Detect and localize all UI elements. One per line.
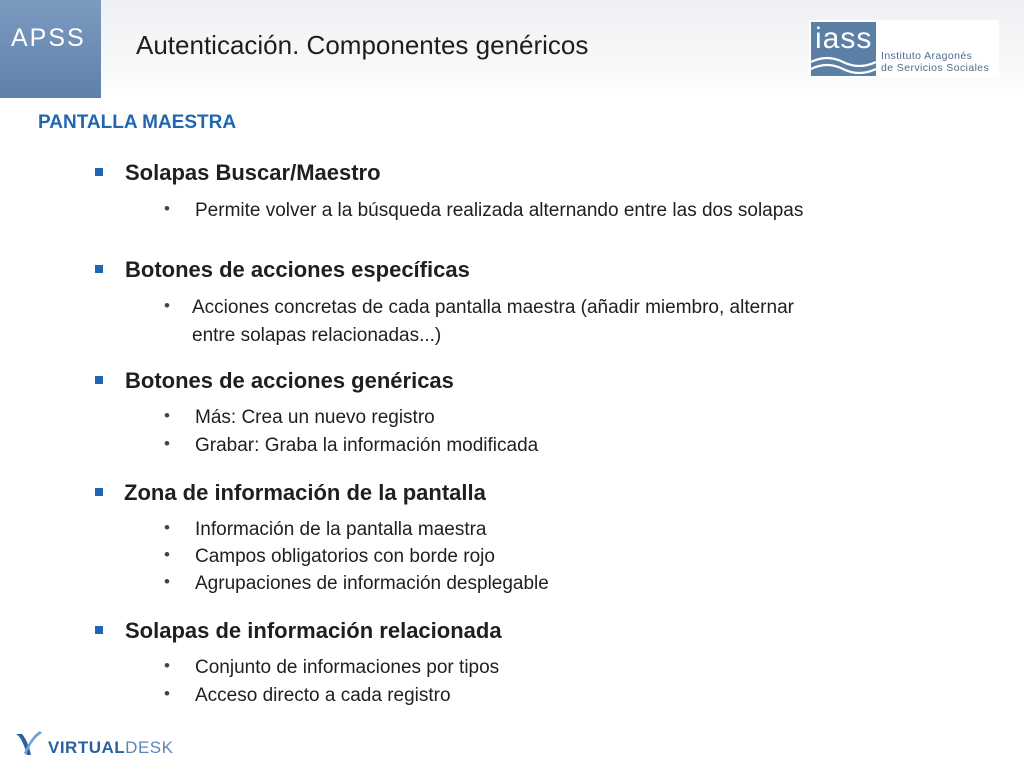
- iass-logo-word: iass: [815, 22, 873, 55]
- bullet-heading: Botones de acciones específicas: [125, 257, 470, 282]
- virtualdesk-logo: [14, 731, 184, 761]
- iass-org-line2: de Servicios Sociales: [881, 62, 990, 74]
- bullet-heading: Botones de acciones genéricas: [125, 368, 454, 393]
- apss-badge-label: APSS: [11, 24, 86, 52]
- wave-icon: [811, 56, 876, 76]
- virtualdesk-wordmark: [48, 738, 173, 758]
- bullet-subitem: Grabar: Graba la información modificada: [195, 435, 539, 456]
- page-title: Autenticación. Componentes genéricos: [136, 30, 589, 60]
- bullet-subitem: Campos obligatorios con borde rojo: [195, 546, 495, 567]
- bullet-dot-icon: •: [164, 572, 170, 591]
- iass-logo: [809, 20, 999, 78]
- section-label: PANTALLA MAESTRA: [38, 112, 237, 133]
- bullet-subitem: Acciones concretas de cada pantalla maestra (añadir miembro, alternar: [192, 297, 794, 318]
- bullet-subitem: Información de la pantalla maestra: [195, 519, 487, 540]
- iass-org-line1: Instituto Aragonés: [881, 50, 973, 62]
- bullet-dot-icon: •: [164, 656, 170, 675]
- square-bullet-icon: [95, 626, 103, 634]
- square-bullet-icon: [95, 168, 103, 176]
- bullet-heading: Solapas Buscar/Maestro: [125, 160, 381, 185]
- bullet-dot-icon: •: [164, 545, 170, 564]
- bullet-subitem: Acceso directo a cada registro: [195, 685, 451, 706]
- bullet-dot-icon: •: [164, 684, 170, 703]
- bullet-dot-icon: •: [164, 518, 170, 537]
- apss-badge: [0, 0, 101, 98]
- virtualdesk-bold: VIRTUAL: [48, 738, 126, 757]
- iass-org-name: [881, 50, 989, 74]
- bullet-subitem: Conjunto de informaciones por tipos: [195, 657, 500, 678]
- bullet-heading: Solapas de información relacionada: [125, 618, 502, 643]
- bullet-heading: Zona de información de la pantalla: [124, 480, 486, 505]
- iass-logo-mark: [811, 22, 876, 76]
- bullet-dot-icon: •: [164, 406, 170, 425]
- bullet-subitem: Más: Crea un nuevo registro: [195, 407, 435, 428]
- bullet-dot-icon: •: [164, 434, 170, 453]
- bullet-subitem: Agrupaciones de información desplegable: [195, 573, 549, 594]
- square-bullet-icon: [95, 488, 103, 496]
- square-bullet-icon: [95, 376, 103, 384]
- square-bullet-icon: [95, 265, 103, 273]
- virtualdesk-v-icon: [14, 731, 44, 759]
- virtualdesk-light: DESK: [125, 738, 174, 757]
- bullet-dot-icon: •: [164, 296, 170, 315]
- bullet-dot-icon: •: [164, 199, 170, 218]
- bullet-subitem: Permite volver a la búsqueda realizada alternando entre las dos solapas: [195, 200, 804, 221]
- bullet-subitem-continuation: entre solapas relacionadas...): [192, 325, 442, 346]
